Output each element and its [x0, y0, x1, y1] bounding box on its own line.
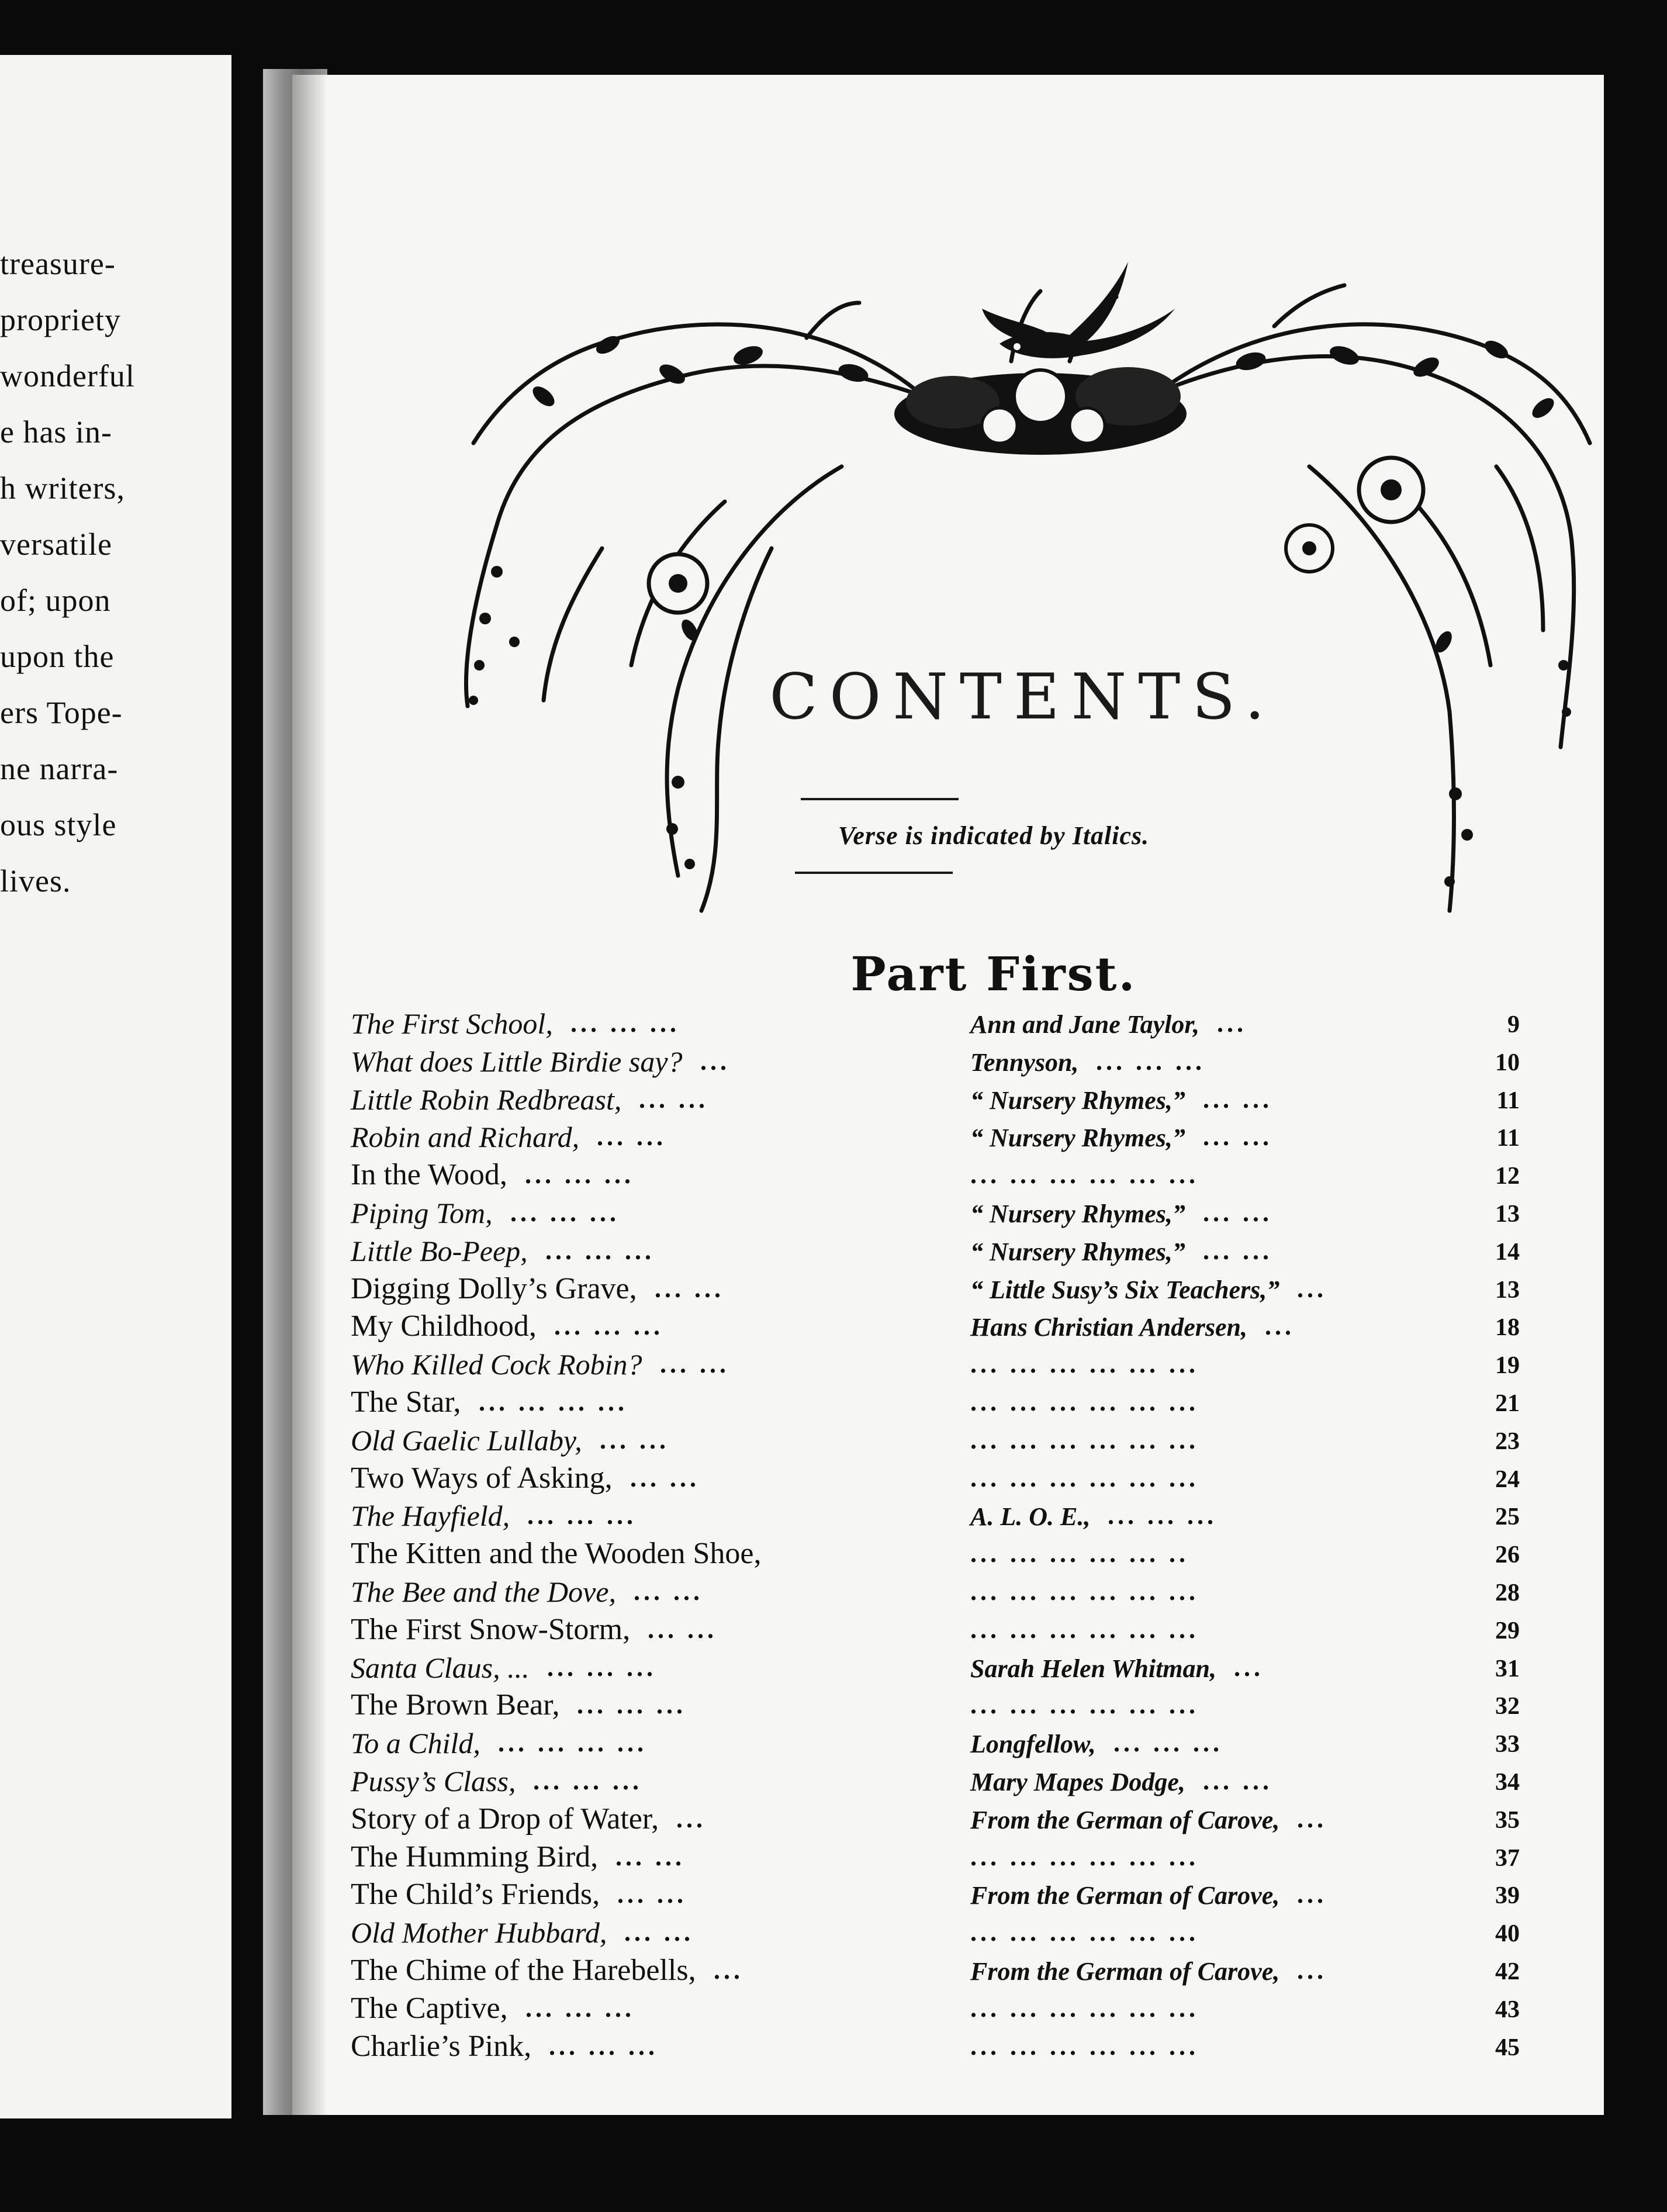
toc-entry-title: The Hayfield,: [351, 1499, 510, 1532]
facing-page-text-line: [0, 355, 226, 396]
toc-entry-page-number: 13: [1495, 1277, 1520, 1304]
toc-entry-leader: ... ...: [639, 1085, 708, 1114]
facing-page-text: of; upon: [0, 583, 111, 618]
toc-entry-author: Hans Christian Andersen,: [970, 1313, 1247, 1342]
left-facing-page: [0, 55, 231, 2118]
toc-entry: [351, 1080, 1520, 1119]
toc-entry-leader: ... ...: [630, 1464, 700, 1492]
toc-entry: [351, 1762, 1520, 1800]
toc-entry-page-number: 31: [1495, 1655, 1520, 1682]
facing-page-text-line: [0, 692, 226, 733]
facing-page-text-line: [0, 299, 226, 340]
toc-entry: [351, 1838, 1520, 1876]
toc-entry-leader: ... ...: [597, 1122, 666, 1151]
toc-entry: [351, 1194, 1520, 1232]
toc-entry: [351, 1724, 1520, 1762]
toc-entry-leader: ... ... ...: [533, 1767, 642, 1795]
toc-entry-title: My Childhood,: [351, 1309, 537, 1343]
toc-entry-leader: ... ... ...: [554, 1312, 663, 1340]
facing-page-text-line: [0, 243, 226, 284]
toc-entry-title: Two Ways of Asking,: [351, 1461, 613, 1495]
toc-entry: [351, 1345, 1520, 1384]
toc-entry: [351, 2027, 1520, 2066]
facing-page-text-line: [0, 524, 226, 565]
toc-entry-title: The Child’s Friends,: [351, 1878, 600, 1911]
toc-entry-page-number: 11: [1496, 1125, 1520, 1152]
toc-entry: [351, 1913, 1520, 1952]
facing-page-text-line: [0, 860, 226, 901]
toc-entry-author-leader: ...: [1297, 1956, 1327, 1985]
facing-page-text: versatile: [0, 527, 112, 562]
toc-entry-author: Longfellow,: [970, 1730, 1096, 1758]
toc-entry-title: Old Gaelic Lullaby,: [351, 1424, 582, 1457]
toc-entry-leader: ... ... ...: [510, 1198, 620, 1227]
toc-entry-title: To a Child,: [351, 1727, 480, 1760]
facing-page-text: treasure-: [0, 246, 116, 281]
toc-entry: [351, 1118, 1520, 1156]
toc-entry: [351, 1004, 1520, 1043]
toc-entry-author-leader: ... ...: [1203, 1198, 1272, 1227]
page-shadow: [292, 75, 327, 2115]
toc-entry-author-leader: ... ... ... ... ... ...: [970, 1691, 1199, 1719]
toc-entry-author-leader: ... ... ... ... ... ...: [970, 1918, 1199, 1947]
toc-entry-page-number: 23: [1495, 1428, 1520, 1455]
toc-entry-leader: ... ... ... ...: [479, 1388, 628, 1416]
toc-entry-title: The Humming Bird,: [351, 1840, 599, 1874]
toc-entry-author: “ Nursery Rhymes,”: [970, 1086, 1185, 1115]
toc-entry-title: The Brown Bear,: [351, 1688, 560, 1722]
toc-entry-leader: ... ... ...: [570, 1009, 680, 1038]
toc-entry-leader: ... ...: [660, 1350, 729, 1378]
facing-page-text-line: [0, 636, 226, 677]
toc-entry-author-leader: ...: [1217, 1009, 1247, 1038]
facing-page-text-line: [0, 468, 226, 509]
toc-entry-title: The Star,: [351, 1385, 461, 1419]
toc-entry-author: From the German of Carove,: [970, 1806, 1280, 1834]
toc-entry-title: In the Wood,: [351, 1158, 507, 1191]
toc-entry-author-leader: ... ...: [1203, 1122, 1272, 1151]
toc-entry-page-number: 42: [1495, 1958, 1520, 1985]
toc-entry-page-number: 40: [1495, 1920, 1520, 1947]
toc-entry-author-leader: ... ... ...: [1108, 1501, 1217, 1530]
toc-entry-page-number: 12: [1495, 1163, 1520, 1190]
toc-entry-author-leader: ... ... ... ... ... ...: [970, 1350, 1199, 1378]
toc-entry: [351, 1421, 1520, 1460]
part-heading: Part First.: [850, 946, 1137, 1001]
toc-entry-page-number: 18: [1495, 1314, 1520, 1341]
toc-entry: [351, 1989, 1520, 2028]
toc-entry-title: Digging Dolly’s Grave,: [351, 1272, 637, 1305]
toc-entry-page-number: 14: [1495, 1239, 1520, 1266]
toc-entry-page-number: 21: [1495, 1390, 1520, 1417]
toc-entry-leader: ... ... ...: [549, 2032, 658, 2061]
toc-entry-title: Story of a Drop of Water,: [351, 1802, 659, 1836]
facing-page-text-line: [0, 412, 226, 452]
toc-entry-title: The First Snow-Storm,: [351, 1613, 631, 1646]
facing-page-text-line: [0, 804, 226, 845]
toc-entry: [351, 1648, 1520, 1687]
toc-entry: [351, 1800, 1520, 1838]
toc-entry-author: From the German of Carove,: [970, 1881, 1280, 1910]
toc-entry-page-number: 29: [1495, 1617, 1520, 1644]
toc-entry-author-leader: ... ... ...: [1113, 1729, 1223, 1757]
toc-entry: [351, 1232, 1520, 1270]
toc-entry-page-number: 39: [1495, 1882, 1520, 1909]
toc-entry-page-number: 43: [1495, 1996, 1520, 2023]
toc-entry-author: Mary Mapes Dodge,: [970, 1768, 1185, 1796]
toc-entry: [351, 1496, 1520, 1535]
toc-entry-leader: ... ... ...: [547, 1653, 656, 1682]
toc-entry-page-number: 25: [1495, 1504, 1520, 1530]
toc-entry-page-number: 34: [1495, 1769, 1520, 1796]
toc-entry-title: Piping Tom,: [351, 1197, 493, 1229]
facing-page-text: ne narra-: [0, 751, 119, 786]
toc-entry-title: Charlie’s Pink,: [351, 2030, 532, 2063]
facing-page-text-line: [0, 748, 226, 789]
facing-page-text: ous style: [0, 807, 117, 842]
toc-entry-title: Little Bo-Peep,: [351, 1235, 528, 1267]
toc-entry-leader: ... ...: [634, 1577, 703, 1606]
toc-entry-author-leader: ... ... ... ... ... ...: [970, 1615, 1199, 1644]
toc-entry-leader: ... ...: [624, 1918, 694, 1947]
facing-page-text: upon the: [0, 639, 115, 674]
toc-entry: [351, 1270, 1520, 1308]
toc-entry-leader: ... ...: [655, 1274, 724, 1303]
toc-entry: [351, 1875, 1520, 1914]
toc-entry-author-leader: ... ... ... ... ... ...: [970, 1388, 1199, 1416]
toc-entry-page-number: 26: [1495, 1542, 1520, 1568]
facing-page-text-line: [0, 580, 226, 621]
toc-entry: [351, 1459, 1520, 1498]
toc-entry-page-number: 45: [1495, 2034, 1520, 2061]
toc-entry-author-leader: ... ... ... ... ... ...: [970, 1426, 1199, 1454]
toc-entry-title: The First School,: [351, 1007, 553, 1040]
toc-entry: [351, 1307, 1520, 1346]
toc-entry-leader: ... ... ...: [527, 1501, 637, 1530]
toc-entry-leader: ... ...: [615, 1843, 685, 1871]
toc-entry-title: The Kitten and the Wooden Shoe,: [351, 1537, 762, 1570]
toc-entry-title: What does Little Birdie say?: [351, 1045, 683, 1078]
toc-entry-author-leader: ... ... ... ... ... ...: [970, 1994, 1199, 2023]
toc-entry-title: Who Killed Cock Robin?: [351, 1348, 642, 1381]
toc-entry-author-leader: ... ... ... ... ... ...: [970, 1843, 1199, 1871]
toc-entry-title: The Bee and the Dove,: [351, 1575, 617, 1608]
divider-rule: [795, 872, 953, 874]
toc-entry: [351, 1156, 1520, 1194]
toc-entry-author-leader: ...: [1297, 1880, 1327, 1909]
toc-entry: [351, 1534, 1520, 1573]
facing-page-text: e has in-: [0, 414, 112, 450]
toc-entry-page-number: 11: [1496, 1087, 1520, 1114]
toc-entry-author: Ann and Jane Taylor,: [970, 1010, 1200, 1039]
toc-entry-page-number: 13: [1495, 1201, 1520, 1228]
toc-entry-page-number: 10: [1495, 1049, 1520, 1076]
toc-entry-author: Sarah Helen Whitman,: [970, 1654, 1216, 1683]
toc-entry-page-number: 19: [1495, 1352, 1520, 1379]
toc-entry-title: Robin and Richard,: [351, 1121, 580, 1153]
facing-page-text: h writers,: [0, 471, 125, 506]
toc-entry-author-leader: ... ...: [1203, 1236, 1272, 1265]
toc-entry-leader: ...: [700, 1047, 730, 1076]
toc-entry-page-number: 32: [1495, 1693, 1520, 1720]
page-title: CONTENTS.: [769, 661, 1277, 734]
toc-entry-title: The Chime of the Harebells,: [351, 1954, 696, 1987]
facing-page-text: wonderful: [0, 358, 135, 393]
toc-entry-leader: ... ... ...: [545, 1236, 655, 1265]
toc-entry-leader: ...: [676, 1805, 706, 1833]
toc-entry-leader: ... ... ... ...: [498, 1729, 647, 1757]
toc-entry: [351, 1951, 1520, 1990]
toc-entry-author-leader: ...: [1265, 1312, 1295, 1340]
toc-entry-author: From the German of Carove,: [970, 1957, 1280, 1986]
toc-entry-author-leader: ... ... ... ... ... ...: [970, 2032, 1199, 2061]
toc-entry-author-leader: ... ...: [1203, 1767, 1272, 1795]
toc-entry-author-leader: ... ... ... ... ... ...: [970, 1577, 1199, 1606]
toc-entry-leader: ... ... ...: [577, 1691, 686, 1719]
toc-entry-author-leader: ... ...: [1203, 1085, 1272, 1114]
toc-entry-title: The Captive,: [351, 1992, 508, 2025]
toc-entry-leader: ... ...: [648, 1615, 717, 1644]
toc-entry-author: “ Nursery Rhymes,”: [970, 1238, 1185, 1266]
toc-entry: [351, 1042, 1520, 1081]
facing-page-text: lives.: [0, 863, 71, 898]
toc-entry-title: Pussy’s Class,: [351, 1765, 516, 1798]
toc-entry-author-leader: ...: [1297, 1805, 1327, 1833]
toc-entry-author-leader: ... ... ...: [1096, 1047, 1205, 1076]
toc-entry-author: “ Little Susy’s Six Teachers,”: [970, 1276, 1280, 1304]
toc-entry: [351, 1383, 1520, 1422]
toc-entry-author-leader: ... ... ... ... ... ...: [970, 1160, 1199, 1189]
facing-page-text: propriety: [0, 302, 121, 337]
toc-entry-leader: ... ...: [617, 1880, 687, 1909]
divider-rule: [801, 798, 959, 800]
toc-entry-page-number: 35: [1495, 1807, 1520, 1834]
facing-page-text: ers Tope-: [0, 695, 123, 730]
contents-page: [292, 75, 1604, 2115]
toc-entry: [351, 1572, 1520, 1611]
toc-entry-page-number: 33: [1495, 1731, 1520, 1758]
toc-entry-author: “ Nursery Rhymes,”: [970, 1124, 1185, 1152]
toc-entry-title: Old Mother Hubbard,: [351, 1916, 607, 1949]
toc-entry-author: Tennyson,: [970, 1048, 1079, 1077]
toc-entry-leader: ...: [714, 1956, 743, 1985]
toc-entry-author-leader: ... ... ... ... ... ..: [970, 1539, 1189, 1568]
toc-entry-title: Little Robin Redbreast,: [351, 1083, 622, 1116]
toc-entry: [351, 1686, 1520, 1724]
toc-entry-author-leader: ... ... ... ... ... ...: [970, 1464, 1199, 1492]
toc-entry-page-number: 9: [1507, 1011, 1520, 1038]
verse-note: Verse is indicated by Italics.: [838, 821, 1150, 850]
toc-entry-author-leader: ...: [1297, 1274, 1327, 1303]
toc-entry-leader: ... ...: [600, 1426, 669, 1454]
toc-entry-page-number: 37: [1495, 1845, 1520, 1872]
toc-entry-leader: ... ... ...: [525, 1994, 635, 2023]
toc-entry-author: “ Nursery Rhymes,”: [970, 1200, 1185, 1228]
toc-entry-leader: ... ... ...: [525, 1160, 634, 1189]
toc-entry-title: Santa Claus, ...: [351, 1651, 530, 1684]
toc-entry-page-number: 24: [1495, 1466, 1520, 1493]
toc-entry-author-leader: ...: [1234, 1653, 1264, 1682]
toc-entry: [351, 1610, 1520, 1649]
toc-entry-author: A. L. O. E.,: [970, 1502, 1091, 1531]
toc-entry-page-number: 28: [1495, 1579, 1520, 1606]
